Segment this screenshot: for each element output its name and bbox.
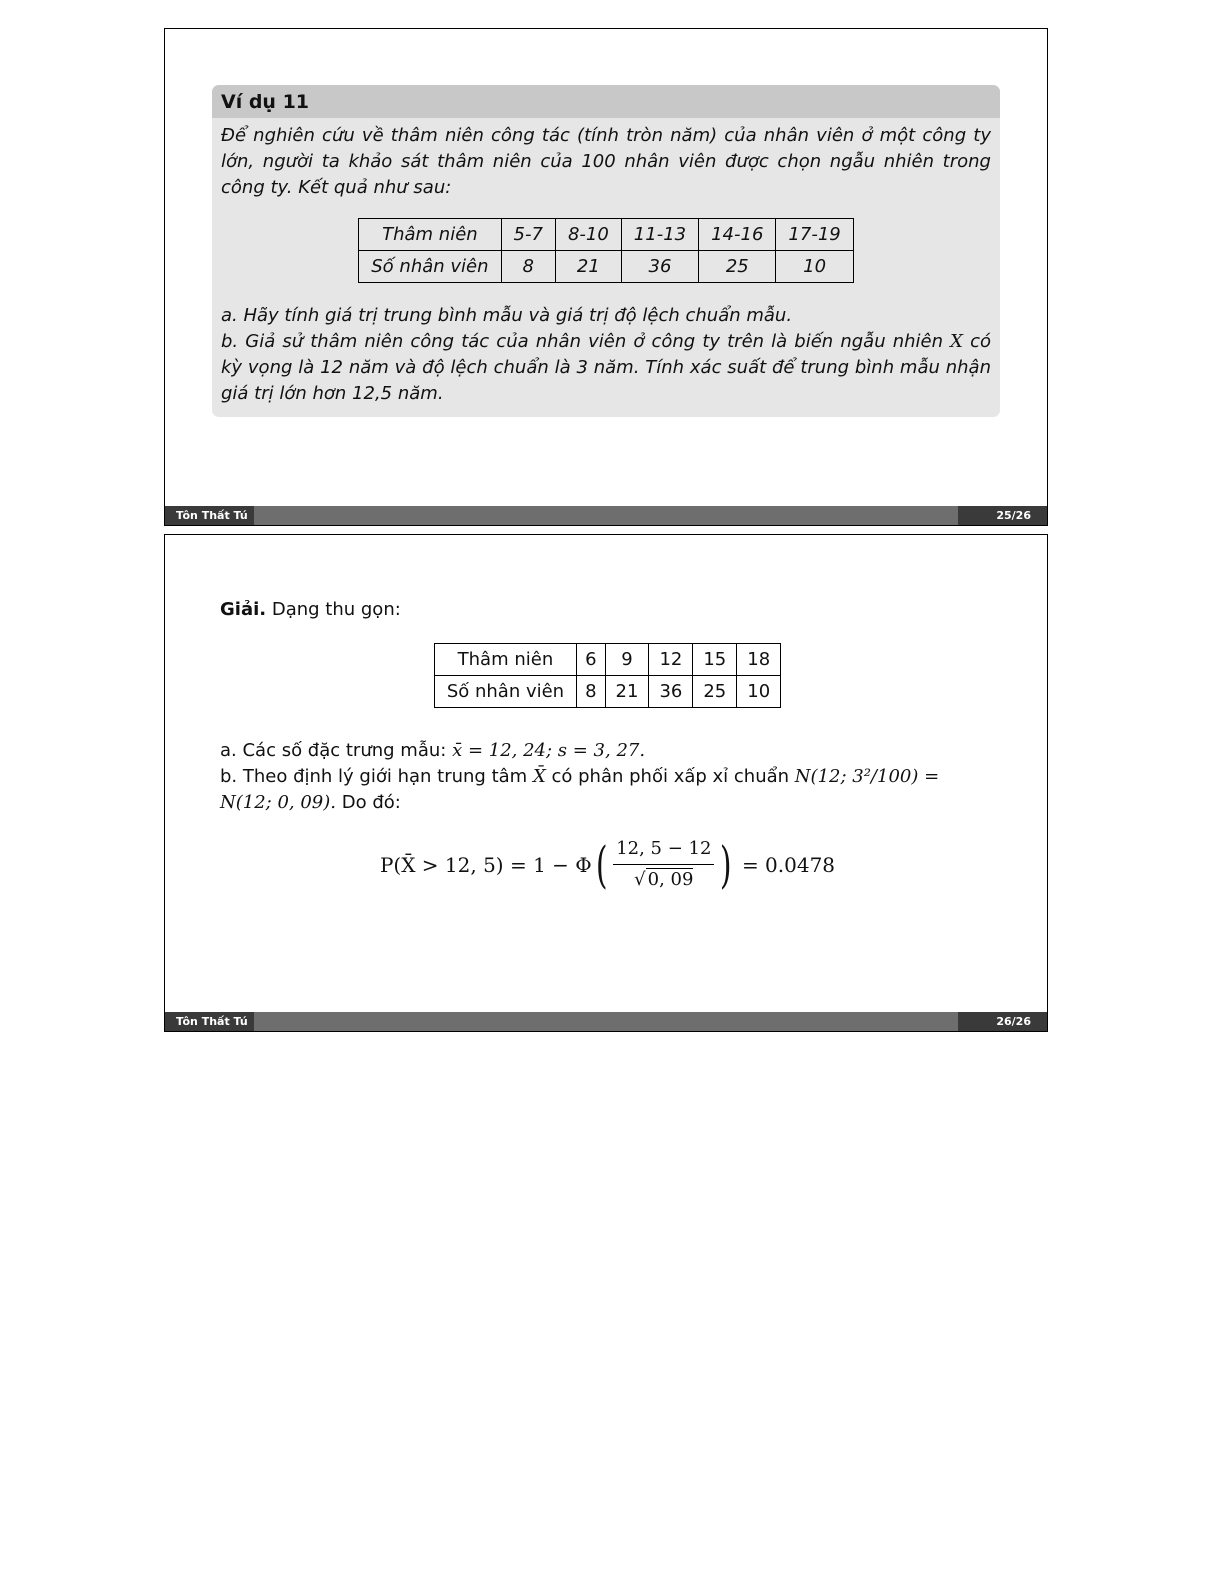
answer-b-math1: N(12; 3²/100) = xyxy=(794,766,940,787)
table-row xyxy=(434,676,780,708)
example-block xyxy=(212,85,1000,417)
slide-26 xyxy=(164,534,1048,1032)
slide-25 xyxy=(164,28,1048,526)
variable-x: X xyxy=(950,331,963,352)
table-cell: 10 xyxy=(737,676,781,708)
question-b-part2: có kỳ vọng là 12 năm và độ lệch chuẩn là 3 năm. Tính xác suất để trung bình mẫu nhận giá trị lớn hơn 12,5 năm. xyxy=(221,331,991,404)
table-cell: 36 xyxy=(649,676,693,708)
seniority-table-compact xyxy=(434,643,781,708)
table-cell: 11-13 xyxy=(621,219,698,251)
table-cell: 8-10 xyxy=(555,219,621,251)
example-body xyxy=(212,118,1000,407)
answer-a-math: x̄ = 12, 24; s = 3, 27. xyxy=(452,740,646,761)
footer xyxy=(165,1012,1047,1031)
table-cell: 25 xyxy=(699,251,776,283)
table-cell: Số nhân viên xyxy=(434,676,576,708)
table-cell: 15 xyxy=(693,644,737,676)
table-cell: Số nhân viên xyxy=(359,251,501,283)
table-cell: 14-16 xyxy=(699,219,776,251)
footer-author: Tôn Thất Tú xyxy=(165,1012,254,1031)
table-row xyxy=(359,219,853,251)
formula-rhs: = 0.0478 xyxy=(741,852,836,877)
table-cell: 17-19 xyxy=(776,219,853,251)
right-paren: ) xyxy=(720,835,733,894)
solution-heading xyxy=(220,597,995,623)
footer-page-number: 26/26 xyxy=(958,1012,1047,1031)
solution-intro: Dạng thu gọn: xyxy=(271,599,401,620)
answer-a-text: a. Các số đặc trưng mẫu: xyxy=(220,740,447,761)
answer-a xyxy=(220,738,995,764)
table-cell: 18 xyxy=(737,644,781,676)
question-b-part1: b. Giả sử thâm niên công tác của nhân viên ở công ty trên là biến ngẫu nhiên xyxy=(221,331,944,352)
answer-b xyxy=(220,764,995,816)
table-cell: 36 xyxy=(621,251,698,283)
table-cell: 5-7 xyxy=(501,219,555,251)
answer-b-math2: N(12; 0, 09). xyxy=(220,792,337,813)
example-title: Ví dụ 11 xyxy=(212,85,1000,118)
table-cell: Thâm niên xyxy=(359,219,501,251)
solution-label: Giải. xyxy=(220,599,267,620)
fraction-numerator: 12, 5 − 12 xyxy=(613,836,714,865)
footer-author: Tôn Thất Tú xyxy=(165,506,254,525)
fraction xyxy=(613,836,714,893)
fraction-denominator: √ 0, 09 xyxy=(634,869,694,890)
table-cell: Thâm niên xyxy=(434,644,576,676)
left-paren: ( xyxy=(595,835,608,894)
table-cell: 8 xyxy=(501,251,555,283)
table-cell: 9 xyxy=(605,644,649,676)
table-cell: 8 xyxy=(577,676,605,708)
answer-b-text1: b. Theo định lý giới hạn trung tâm xyxy=(220,766,528,787)
table-cell: 25 xyxy=(693,676,737,708)
question-b xyxy=(221,329,991,407)
table-row xyxy=(359,251,853,283)
answer-b-text2: có phân phối xấp xỉ chuẩn xyxy=(551,766,790,787)
table-cell: 21 xyxy=(605,676,649,708)
seniority-table-grouped xyxy=(358,218,853,283)
table-cell: 12 xyxy=(649,644,693,676)
probability-formula xyxy=(220,836,995,893)
answer-b-text3: Do đó: xyxy=(341,792,401,813)
solution-body xyxy=(220,597,995,893)
table-cell: 6 xyxy=(577,644,605,676)
example-intro: Để nghiên cứu về thâm niên công tác (tính tròn năm) của nhân viên ở một công ty lớn, người ta khảo sát thâm niên của 100 nhân viên được chọn ngẫu nhiên trong công ty. Kết quả như sau: xyxy=(221,125,991,198)
table-cell: 10 xyxy=(776,251,853,283)
table-row xyxy=(434,644,780,676)
formula-lhs: P(X̄ > 12, 5) = 1 − Φ xyxy=(379,852,592,877)
variable-xbar: X̄ xyxy=(532,766,546,787)
question-a: a. Hãy tính giá trị trung bình mẫu và giá trị độ lệch chuẩn mẫu. xyxy=(221,305,793,326)
footer xyxy=(165,506,1047,525)
footer-page-number: 25/26 xyxy=(958,506,1047,525)
sqrt-radicand: 0, 09 xyxy=(647,869,694,890)
table-cell: 21 xyxy=(555,251,621,283)
